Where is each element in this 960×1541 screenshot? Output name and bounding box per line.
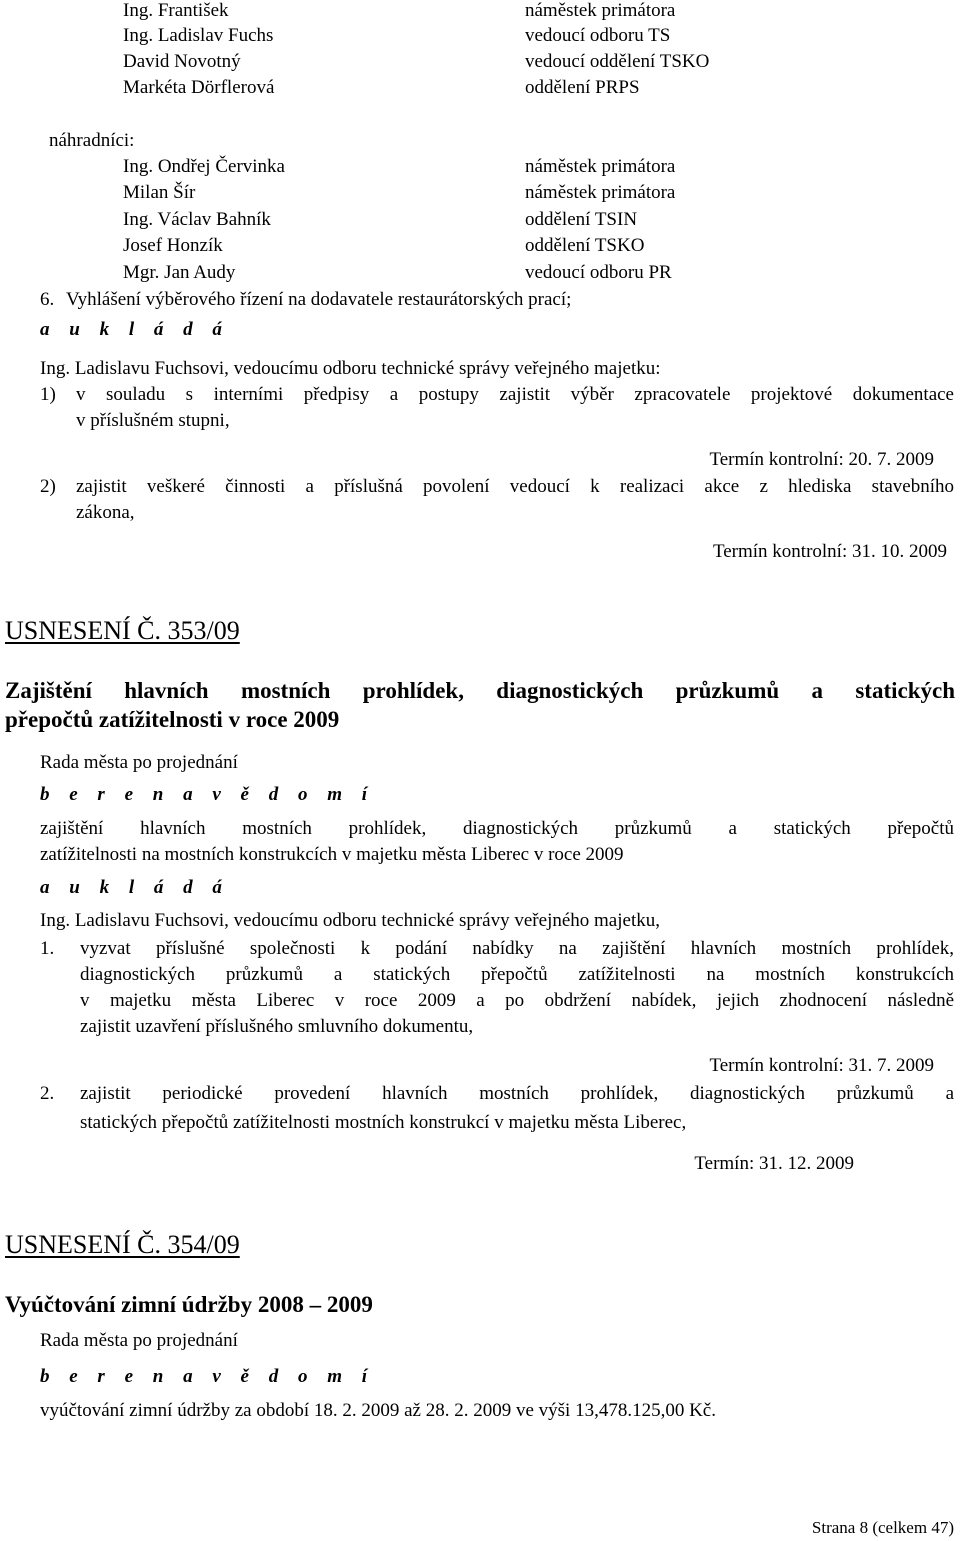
task-number: 1. [40,938,55,959]
deadline: Termín kontrolní: 31. 10. 2009 [712,541,947,562]
ukladá-label: a u k l á d á [40,319,230,340]
bere-na-vedomi-label: b e r e n a v ě d o m í [40,784,375,805]
substitute-role: náměstek primátora [525,156,676,177]
task-text: zajistit uzavření příslušného smluvního dokumentu, [80,1016,474,1037]
resolution-title: přepočtů zatížitelnosti v roce 2009 [5,707,340,732]
resolution-heading: USNESENÍ Č. 353/09 [5,616,240,645]
substitute-name: Mgr. Jan Audy [123,262,236,283]
person-role: vedoucí oddělení TSKO [525,51,710,72]
task-text: v souladu s interními předpisy a postupy zajistit výběr zpracovatele projektové dokumentace [76,384,954,405]
note-text: zatížitelnosti na mostních konstrukcích v majetku města Liberec v roce 2009 [40,844,624,865]
task-number: 2. [40,1083,55,1104]
ukladá-label: a u k l á d á [40,877,230,898]
task-text: zákona, [76,502,135,523]
substitute-name: Josef Honzík [123,235,223,256]
task-number: 1) [40,384,56,405]
substitute-name: Milan Šír [123,182,196,203]
person-role: vedoucí odboru TS [525,25,671,46]
person-name: Ing. František [123,0,229,21]
person-role: oddělení PRPS [525,77,640,98]
person-name: Markéta Dörflerová [123,77,275,98]
task-text: v příslušném stupni, [76,410,230,431]
council-intro: Rada města po projednání [40,752,238,773]
task-text: zajistit periodické provedení hlavních mostních prohlídek, diagnostických průzkumů a [80,1083,954,1104]
bere-na-vedomi-label: b e r e n a v ě d o m í [40,1366,375,1387]
task-number: 2) [40,476,56,497]
task-text: v majetku města Liberec v roce 2009 a po obdržení nabídek, jejich zhodnocení následně [80,990,954,1011]
person-name: David Novotný [123,51,241,72]
resolution-title: Zajištění hlavních mostních prohlídek, diagnostických průzkumů a statických [5,678,955,703]
deadline: Termín kontrolní: 31. 7. 2009 [709,1055,934,1076]
task-text: vyzvat příslušné společnosti k podání nabídky na zajištění hlavních mostních prohlídek, [80,938,954,959]
council-intro: Rada města po projednání [40,1330,238,1351]
item-number: 6. [40,289,55,310]
substitute-name: Ing. Václav Bahník [123,209,271,230]
addressee: Ing. Ladislavu Fuchsovi, vedoucímu odboru technické správy veřejného majetku: [40,358,661,379]
note-text: vyúčtování zimní údržby za období 18. 2. 2009 až 28. 2. 2009 ve výši 13,478.125,00 Kč. [40,1400,716,1421]
resolution-heading: USNESENÍ Č. 354/09 [5,1230,240,1259]
substitute-role: vedoucí odboru PR [525,262,672,283]
note-text: zajištění hlavních mostních prohlídek, diagnostických průzkumů a statických přepočtů [40,818,954,839]
task-text: statických přepočtů zatížitelnosti mostních konstrukcí v majetku města Liberec, [80,1112,687,1133]
task-text: zajistit veškeré činnosti a příslušná povolení vedoucí k realizaci akce z hlediska stavebního [76,476,954,497]
item-text: Vyhlášení výběrového řízení na dodavatele restaurátorských prací; [66,289,572,310]
person-name: Ing. Ladislav Fuchs [123,25,274,46]
substitute-role: náměstek primátora [525,182,676,203]
substitute-name: Ing. Ondřej Červinka [123,156,285,177]
deadline: Termín kontrolní: 20. 7. 2009 [709,449,934,470]
page-number: Strana 8 (celkem 47) [811,1518,954,1537]
person-role: náměstek primátora [525,0,676,21]
addressee: Ing. Ladislavu Fuchsovi, vedoucímu odboru technické správy veřejného majetku, [40,910,660,931]
resolution-title: Vyúčtování zimní údržby 2008 – 2009 [5,1292,373,1317]
substitute-role: oddělení TSIN [525,209,638,230]
substitutes-label: náhradníci: [49,130,135,151]
task-text: diagnostických průzkumů a statických přepočtů zatížitelnosti na mostních konstrukcích [80,964,954,985]
deadline: Termín: 31. 12. 2009 [694,1153,854,1174]
substitute-role: oddělení TSKO [525,235,645,256]
